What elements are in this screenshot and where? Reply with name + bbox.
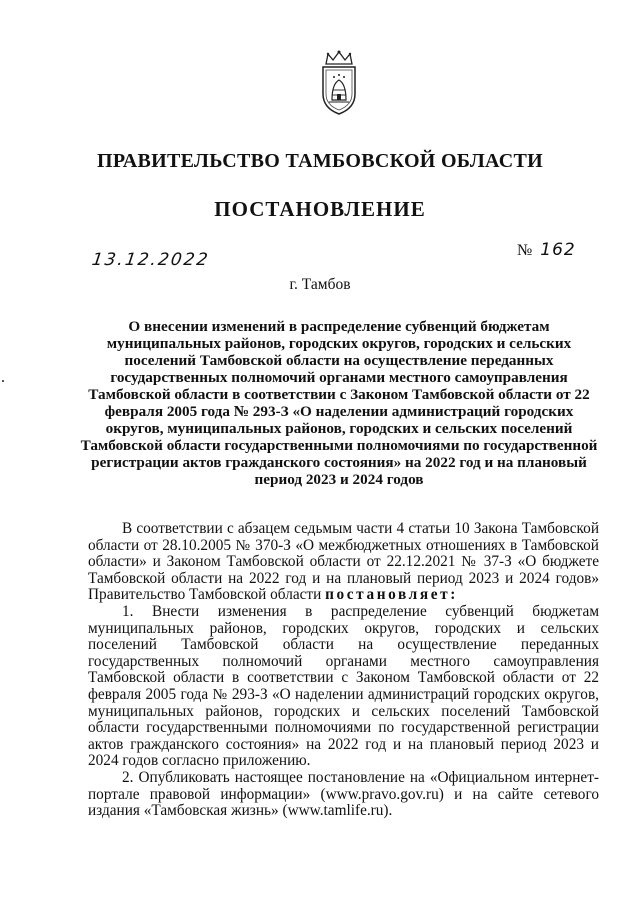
document-number — [517, 240, 576, 260]
number-sign: № — [517, 242, 533, 259]
government-name: ПРАВИТЕЛЬСТВО ТАМБОВСКОЙ ОБЛАСТИ — [96, 150, 544, 172]
document-body — [88, 521, 599, 820]
document-type: ПОСТАНОВЛЕНИЕ — [214, 197, 426, 221]
preamble-text: В соответствии с абзацем седьмым части 4 статьи 10 Закона Тамбовской области от 28.10.2005 № 370-З «О межбюджетных отношениях в Тамбовской области» и Законом Тамбовской области от 22.12.2021 № 37-З «О бюджете Тамбовской области на 2022 год и на плановый период 2023 и 2024 годов» Правительство Тамбовской области — [88, 520, 599, 604]
item-2: 2. Опубликовать настоящее постановление на «Официальном интернет-портале правовой информации» (www.pravo.gov.ru) и на сайте сетевого издания «Тамбовская жизнь» (www.tamlife.ru). — [88, 768, 599, 820]
margin-mark — [2, 380, 4, 382]
number-value: 162 — [540, 240, 576, 260]
decrees-word: постановляет — [325, 586, 451, 604]
preamble-paragraph — [88, 521, 599, 604]
item-1: 1. Внести изменения в распределение субвенций бюджетам муниципальных районов, городских округов, городских и сельских поселений Тамбовской области на осуществление переданных государственных полномочий органами местного самоуправления Тамбовской области в соответствии с Законом Тамбовской области от 22 февраля 2005 года № 293-З «О наделении администраций городских округов, муниципальных районов, городских и сельских поселений Тамбовской области государственными полномочиями по государственной регистрации актов гражданского состояния» на 2022 год и на плановый период 2023 и 2024 годов согласно приложению. — [88, 602, 599, 770]
document-title: О внесении изменений в распределение субвенций бюджетам муниципальных районов, городских округов, городских и сельских поселений Тамбовской области на осуществление переданных государственных полномочий органами местного самоуправления Тамбовской области в соответствии с Законом Тамбовской области от 22 февраля 2005 года № 293-З «О наделении администраций городских округов, муниципальных районов, городских и сельских поселений Тамбовской области государственными полномочиями по государственной регистрации актов гражданского состояния» на 2022 год и на плановый период 2023 и 2024 годов — [80, 318, 598, 488]
city: г. Тамбов — [289, 276, 351, 293]
coat-of-arms-icon — [318, 50, 360, 116]
decrees-colon: : — [450, 586, 456, 604]
document-date: 13.12.2022 — [90, 250, 211, 270]
